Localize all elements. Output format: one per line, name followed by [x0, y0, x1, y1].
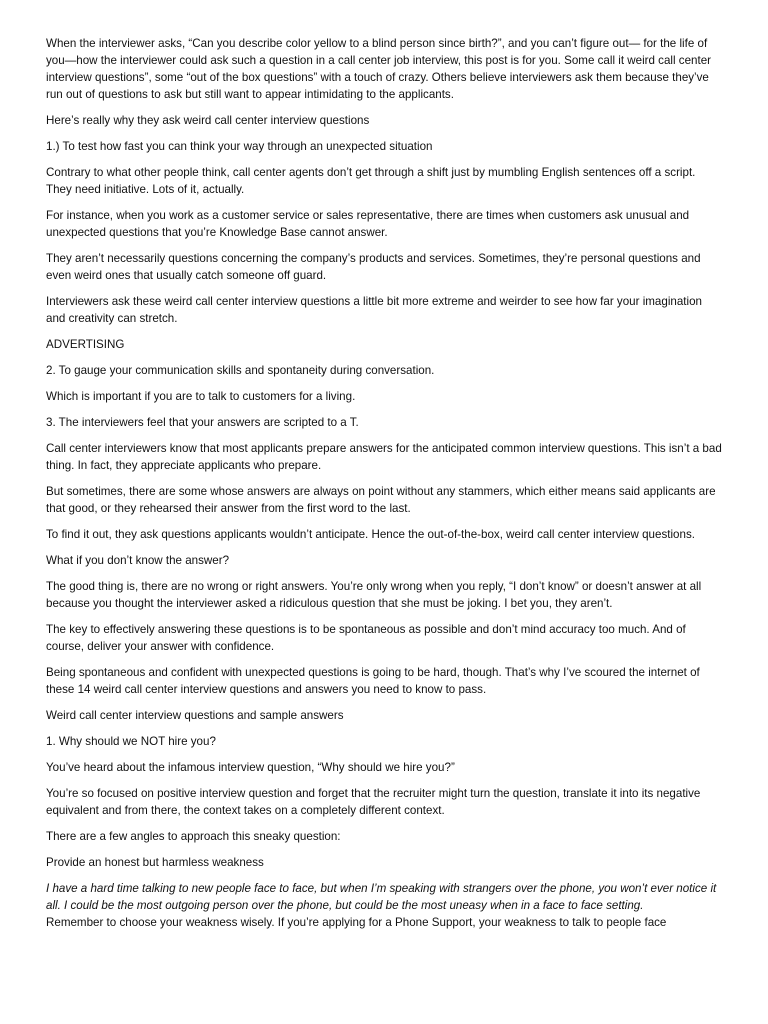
paragraph-reason-2: 2. To gauge your communication skills and spontaneity during conversation.	[46, 364, 435, 377]
paragraph: The good thing is, there are no wrong or right answers. You’re only wrong when you reply, “I don’t know” or doesn’t answer at all because you thought the interviewer asked a ridiculous question that she must be joking. I bet you, they aren’t.	[46, 580, 702, 610]
paragraph-question-1: 1. Why should we NOT hire you?	[46, 735, 216, 748]
paragraph: There are a few angles to approach this sneaky question:	[46, 830, 341, 843]
paragraph: To find it out, they ask questions applicants wouldn’t anticipate. Hence the out-of-the-box, weird call center interview questions.	[46, 528, 695, 541]
paragraph-section-heading: Weird call center interview questions and sample answers	[46, 709, 344, 722]
paragraph-intro: When the interviewer asks, “Can you describe color yellow to a blind person since birth?”, and you can’t figure out— for the life of you—how the interviewer could ask such a question in a call center job interview, this post is for you. Some call it weird call center interview questions”, some “out of the box questions” with a touch of crazy. Others believe interviewers ask them because they’ve run out of questions to ask but still want to appear intimidating to the applicants.	[46, 37, 712, 101]
document-page	[46, 35, 722, 931]
paragraph: Remember to choose your weakness wisely. If you’re applying for a Phone Support, your weakness to talk to people face	[46, 916, 667, 929]
paragraph-subheading: Provide an honest but harmless weakness	[46, 856, 264, 869]
paragraph-subheading: What if you don’t know the answer?	[46, 554, 230, 567]
paragraph: Being spontaneous and confident with unexpected questions is going to be hard, though. That’s why I’ve scoured the internet of these 14 weird call center interview questions and answers you need to know to pass.	[46, 666, 700, 696]
paragraph-reason-3: 3. The interviewers feel that your answers are scripted to a T.	[46, 416, 359, 429]
paragraph: Which is important if you are to talk to customers for a living.	[46, 390, 356, 403]
paragraph: Interviewers ask these weird call center interview questions a little bit more extreme and weirder to see how far your imagination and creativity can stretch.	[46, 295, 702, 325]
sample-answer-quote: I have a hard time talking to new people face to face, but when I’m speaking with strangers over the phone, you won’t ever notice it all. I could be the most outgoing person over the phone, but could be the most uneasy when in a face to face setting.	[46, 882, 717, 912]
paragraph: You’ve heard about the infamous interview question, “Why should we hire you?”	[46, 761, 455, 774]
paragraph: Contrary to what other people think, call center agents don’t get through a shift just by mumbling English sentences off a script. They need initiative. Lots of it, actually.	[46, 166, 696, 196]
paragraph-section-heading: Here’s really why they ask weird call center interview questions	[46, 114, 370, 127]
paragraph: You’re so focused on positive interview question and forget that the recruiter might turn the question, translate it into its negative equivalent and from there, the context takes on a completely different context.	[46, 787, 701, 817]
paragraph: For instance, when you work as a customer service or sales representative, there are times when customers ask unusual and unexpected questions that you’re Knowledge Base cannot answer.	[46, 209, 690, 239]
advertising-label: ADVERTISING	[46, 338, 125, 351]
paragraph: Call center interviewers know that most applicants prepare answers for the anticipated common interview questions. This isn’t a bad thing. In fact, they appreciate applicants who prepare.	[46, 442, 722, 472]
paragraph: But sometimes, there are some whose answers are always on point without any stammers, which either means said applicants are that good, or they rehearsed their answer from the first word to the last.	[46, 485, 716, 515]
paragraph: They aren’t necessarily questions concerning the company’s products and services. Sometimes, they’re personal questions and even weird ones that usually catch someone off guard.	[46, 252, 701, 282]
paragraph-reason-1: 1.) To test how fast you can think your way through an unexpected situation	[46, 140, 433, 153]
paragraph: The key to effectively answering these questions is to be spontaneous as possible and don’t mind accuracy too much. And of course, deliver your answer with confidence.	[46, 623, 686, 653]
